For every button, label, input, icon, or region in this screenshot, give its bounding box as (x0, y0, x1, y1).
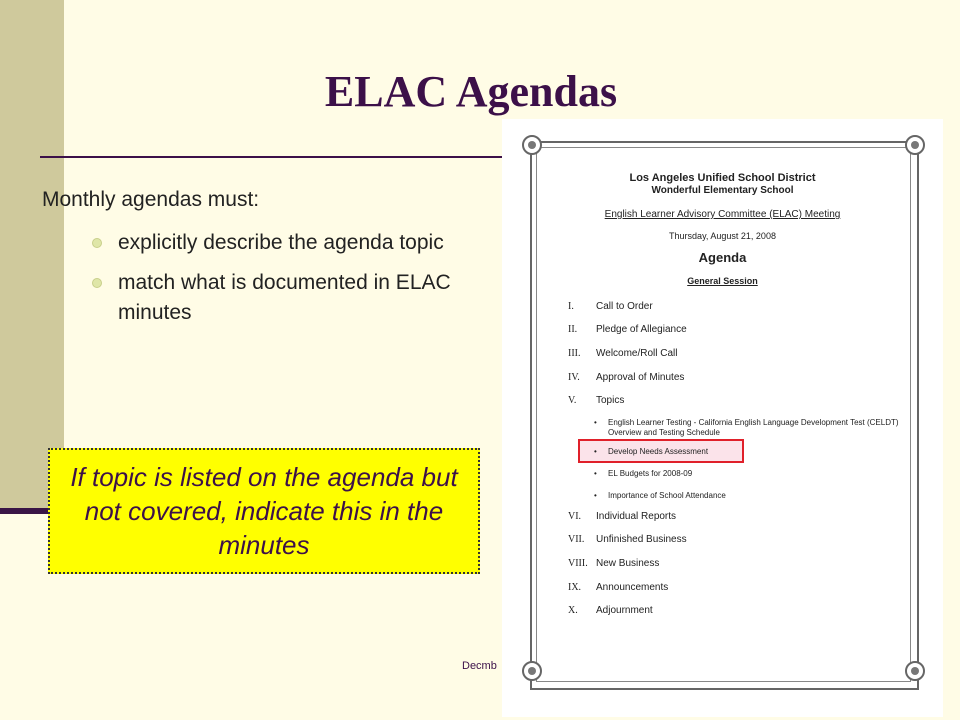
agenda-item: VI. Individual Reports (568, 511, 677, 522)
bullet-text: match what is documented in ELAC minutes (118, 271, 451, 324)
agenda-item: V. Topics (568, 395, 625, 406)
doc-meeting: English Learner Advisory Committee (ELAC) Meeting (604, 209, 841, 220)
intro-text: Monthly agendas must: (42, 188, 260, 211)
bullet-dot-icon (92, 278, 102, 288)
doc-district: Los Angeles Unified School District (629, 172, 816, 184)
bullet-text: explicitly describe the agenda topic (118, 231, 444, 254)
corner-ornament-icon (905, 135, 925, 155)
title-divider (40, 156, 510, 158)
topic-item-highlighted: • Develop Needs Assessment (594, 447, 709, 456)
agenda-item: II. Pledge of Allegiance (568, 324, 687, 335)
agenda-item: X. Adjournment (568, 605, 653, 616)
left-accent-bar (0, 0, 64, 512)
corner-ornament-icon (522, 661, 542, 681)
corner-ornament-icon (522, 135, 542, 155)
document-frame-inner (536, 147, 911, 682)
agenda-item: VIII. New Business (568, 558, 660, 569)
topic-item: • English Learner Testing - California English Language Development Test (CELDT) Overview and Testing Schedule (594, 418, 899, 437)
doc-school: Wonderful Elementary School (651, 185, 794, 196)
bullet-list (92, 228, 512, 338)
bullet-dot-icon (92, 238, 102, 248)
agenda-item: I. Call to Order (568, 301, 653, 312)
callout-note: If topic is listed on the agenda but not covered, indicate this in the minutes (48, 448, 480, 574)
slide-title: ELAC Agendas (324, 67, 618, 116)
agenda-item: VII. Unfinished Business (568, 534, 687, 545)
agenda-item: III. Welcome/Roll Call (568, 348, 678, 359)
corner-ornament-icon (905, 661, 925, 681)
topic-item: • EL Budgets for 2008-09 (594, 469, 693, 478)
bullet-item (92, 268, 512, 328)
agenda-document-image (502, 119, 943, 717)
footer-text: Decmb (462, 660, 497, 672)
doc-session: General Session (687, 276, 758, 286)
doc-heading: Agenda (698, 250, 747, 265)
agenda-item: IV. Approval of Minutes (568, 372, 685, 383)
doc-date: Thursday, August 21, 2008 (669, 231, 776, 241)
bullet-item (92, 228, 512, 258)
agenda-item: IX. Announcements (568, 582, 669, 593)
topic-item: • Importance of School Attendance (594, 491, 726, 500)
